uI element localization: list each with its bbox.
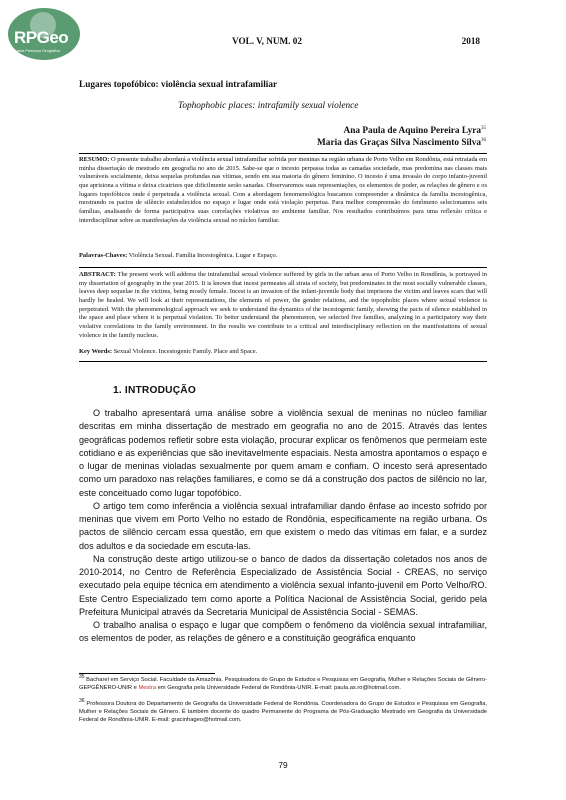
author-1 — [344, 126, 486, 136]
palavras-chaves-label: Palavras-Chaves: — [79, 252, 128, 259]
paragraph: Na construção deste artigo utilizou-se o banco de dados da dissertação coletados nos anos de 2010-2014, no Centro de Referência Especializado de Assistência Social - CREAS, no serviço executado pela equipe técnica em atendimento a violência sexual infanto-juvenil em Porto Velho/RO. Este Centro Especializado tem como aporte a Política Nacional de Assistência Social, gerido pela Prefeitura Municipal através da Secretaria Municipal de Assistência Social - SEMAS. — [79, 553, 487, 617]
resumo-label: RESUMO: — [79, 156, 110, 163]
section-heading: 1. INTRODUÇÃO — [113, 385, 196, 396]
footnote-separator — [79, 673, 215, 674]
author-2 — [317, 138, 486, 148]
article-title: Lugares topofóbico: violência sexual intrafamiliar — [79, 80, 278, 90]
abstract-block — [79, 271, 487, 340]
footnote-text: em Geografia pela Universidade Federal de Rondônia-UNIR. E-mail: paula.as.ro@hotmail.com. — [156, 684, 401, 691]
footnote-text: Bacharel em Serviço Social. Faculdade da Amazônia. Pesquisadora do Grupo de Estudos e Pesquisas em Geografia, Mulher e Relações Sociais de Gênero-GEPGÊNERO-UNIR e — [79, 677, 487, 691]
abstract-bottom-rule — [79, 361, 487, 362]
footnote-36 — [79, 698, 487, 725]
footnote-highlight: Mestra — [138, 684, 157, 691]
footnote-35 — [79, 674, 487, 693]
paragraph: O trabalho apresentará uma análise sobre a violência sexual de meninas no núcleo familiar descritas em minha dissertação de mestrado em geografia no ano de 2015. Através das lentes geográficas podemos refletir sobre esta violação, procurar explicar os fenômenos que permeiam este cotidiano e as experiências que são inevitavelmente espaciais. Nesta amostra apontamos o espaço e o lugar de meninas violadas sexualmente por quem amam e confiam. O incesto será apresentado como um paradoxo nas relações familiares, e como se dá a construção dos pactos de silêncio no lar, este conceituado como lugar topofóbico. — [79, 408, 487, 498]
resumo-text: O presente trabalho abordará a violência sexual intrafamiliar sofrida por meninas na região urbana de Porto Velho em Rondônia, está retratada em minha dissertação de mestrado em geografia no ano de 2015. Sabe-se que o incesto perpassa todas as camadas sociedade, mas predomina nas classes mais vulneráveis socialmente, deixa sequelas profundas nas vítimas, sendo em sua maioria do gênero feminino. O incesto é uma invasão do corpo infanto-juvenil que aprisiona a vítima e deixa cicatrizes que dificilmente serão sanadas. Observaremos suas representações, os elementos de poder, as relações de gênero e os lugares topofóbicos onde é perpetrada a violência sexual. Com a abordagem fenomenológica buscamos compreender a dinâmica da família incestogênica, mostrando os pactos de silêncio estabelecidos no espaço e lugar onde está violação perpetua. Para melhor compreensão do fenômeno selecionamos seis famílias, analisando de forma participativa suas correlações violativas no ambiente familiar. Nos resultados contribuímos para uma reflexão crítica e interdisciplinar sobre as manifestações da violência sexual no núcleo familiar. — [79, 156, 487, 224]
footnote-number: 36 — [79, 698, 85, 705]
paragraph: O artigo tem como inferência a violência sexual intrafamiliar dando ênfase ao incesto sofrido por meninas que vivem em Porto Velho no estado de Rondônia, especificamente na região urbana. Os pactos de silêncio cercam essa questão, em que existem o medo das vítimas em falar, e a surdez dos adultos e da sociedade em escuta-las. — [79, 500, 487, 551]
abstract-label: ABSTRACT: — [79, 271, 116, 278]
author-1-footnote-ref: 35 — [481, 125, 486, 131]
publication-year: 2018 — [461, 36, 480, 46]
journal-logo — [8, 8, 80, 60]
resumo-bottom-rule — [79, 267, 487, 268]
resumo-top-rule — [79, 153, 487, 154]
author-1-name: Ana Paula de Aquino Pereira Lyra — [343, 126, 481, 136]
abstract-text: The present work will address the intrafamilial sexual violence suffered by girls in the urban area of Porto Velho in Rondônia, is portrayed in my dissertation of geography in the year 2015. It is known that incest permeates all strata of society, but predominates in the most socially vulnerable classes, leaves deep sequelae in the victims, being mostly female. Incest is an invasion of the infant-juvenile body that imprisons the victim and leaves scars that will hardly be healed. We will look at their representations, the elements of power, the gender relations, and the topophobic places where sexual violence is perpetrated. With the phenomenological approach we seek to understand the dynamics of the incestogenic family, showing the pacts of silence established in the space and place where it is perpetual violation. To better understand the phenomenon, we selected five families, analyzing in a participatory way their violative correlations in the family environment. In the results we contribute to a critical and interdisciplinary reflection on the manifestations of sexual violence in the family nucleus. — [79, 271, 487, 339]
paragraph: O trabalho analisa o espaço e lugar que compõem o fenômeno da violência sexual intrafamiliar, os elementos de poder, as relações de gênero e a constituição geográfica enquanto — [79, 620, 487, 644]
page-number: 79 — [278, 760, 288, 770]
article-subtitle: Tophophobic places: intrafamily sexual violence — [178, 101, 359, 111]
resumo-block — [79, 156, 487, 225]
footnote-number: 35 — [79, 674, 85, 681]
body-text — [79, 407, 487, 646]
key-words — [79, 348, 487, 357]
logo-subtitle: Revista Presença Geográfica — [12, 49, 60, 53]
volume-number: VOL. V, NUM. 02 — [232, 36, 302, 46]
logo-text: RPGeo — [14, 28, 69, 47]
author-2-footnote-ref: 36 — [481, 137, 486, 143]
key-words-text: Sexual Violence. Incestogenic Family. Place and Space. — [111, 348, 258, 355]
palavras-chaves-text: Violência Sexual. Família Incestogênica. Lugar e Espaço. — [127, 252, 278, 259]
author-2-name: Maria das Graças Silva Nascimento Silva — [317, 138, 481, 148]
palavras-chaves — [79, 252, 487, 261]
footnote-text: Professora Doutora do Departamento de Geografia da Universidade Federal de Rondônia. Coordenadora do Grupo de Estudos e Pesquisas em Geografia, Mulher e Relações Sociais de Gênero. É também docente do quadro Permanente do Programa de Pós-Graduação Mestrado em Geografia da Universidade Federal de Rondônia-UNIR. E-mail: gracinhageo@hotmail.com. — [79, 701, 487, 723]
key-words-label: Key Words: — [79, 348, 112, 355]
